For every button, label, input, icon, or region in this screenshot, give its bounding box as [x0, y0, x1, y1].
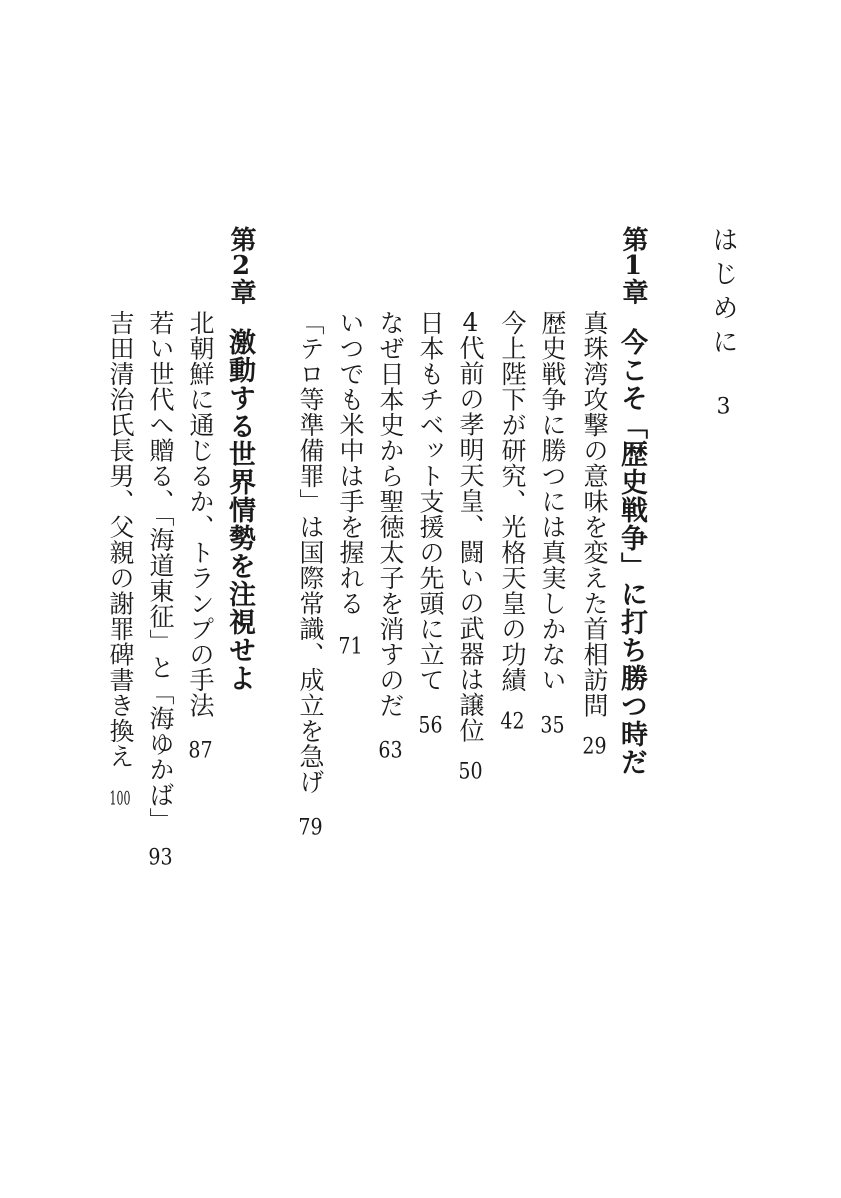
page-number: 79	[298, 816, 323, 839]
page-number: 42	[500, 710, 525, 733]
page-number: 87	[188, 740, 213, 762]
entry-title: なぜ日本史から聖徳太子を消すのだ	[376, 310, 405, 718]
entry-title: 「テロ等準備罪」は国際常識、成立を急げ	[296, 310, 325, 795]
toc-entry	[108, 310, 133, 808]
chapter-1-label: 第1章	[618, 226, 648, 305]
entry-title: 今上陛下が研究、光格天皇の功績	[498, 310, 527, 693]
entry-title: 真珠湾攻撃の意味を変えた首相訪問	[580, 310, 609, 718]
toc-entry	[338, 310, 363, 658]
toc-entry	[540, 310, 565, 737]
page-number: 50	[458, 761, 483, 783]
chapter-2-title: 激動する世界情勢を注視せよ	[224, 328, 255, 692]
toc-entry	[458, 310, 483, 783]
entry-title: いつでも米中は手を握れる	[336, 310, 365, 616]
entry-title-number: 4	[462, 310, 479, 335]
toc-entry	[188, 310, 213, 762]
entry-title: 若い世代へ贈る、「海道東征」と「海ゆかば」	[146, 310, 175, 833]
toc-intro	[710, 226, 736, 418]
page-number: 35	[540, 714, 565, 737]
page-number: 100	[109, 789, 131, 808]
entry-title: 代前の孝明天皇、闘いの武器は譲位	[456, 335, 485, 743]
toc-entry	[298, 310, 323, 839]
entry-title: 北朝鮮に通じるか、トランプの手法	[186, 310, 215, 718]
entry-title: 吉田清治氏長男、父親の謝罪碑書き換え	[106, 310, 135, 769]
chapter-1-title: 今こそ「歴史戦争」に打ち勝つ時だ	[616, 328, 647, 776]
page-number: 93	[148, 847, 173, 869]
toc-entry	[378, 310, 403, 762]
page-number: 71	[338, 636, 363, 658]
toc-entry	[582, 310, 607, 758]
toc-entry	[148, 310, 173, 869]
toc-entry	[500, 310, 525, 733]
page-number: 3	[716, 396, 731, 418]
entry-title: 歴史戦争に勝つには真実しかない	[538, 310, 567, 693]
page-number: 29	[582, 736, 607, 758]
intro-label: はじめに	[708, 226, 738, 362]
entry-title: 日本もチベット支援の先頭に立て	[416, 310, 445, 693]
chapter-2-label: 第2章	[226, 226, 256, 305]
toc-entry	[418, 310, 443, 737]
page-number: 63	[378, 740, 403, 762]
page-number: 56	[418, 714, 443, 737]
